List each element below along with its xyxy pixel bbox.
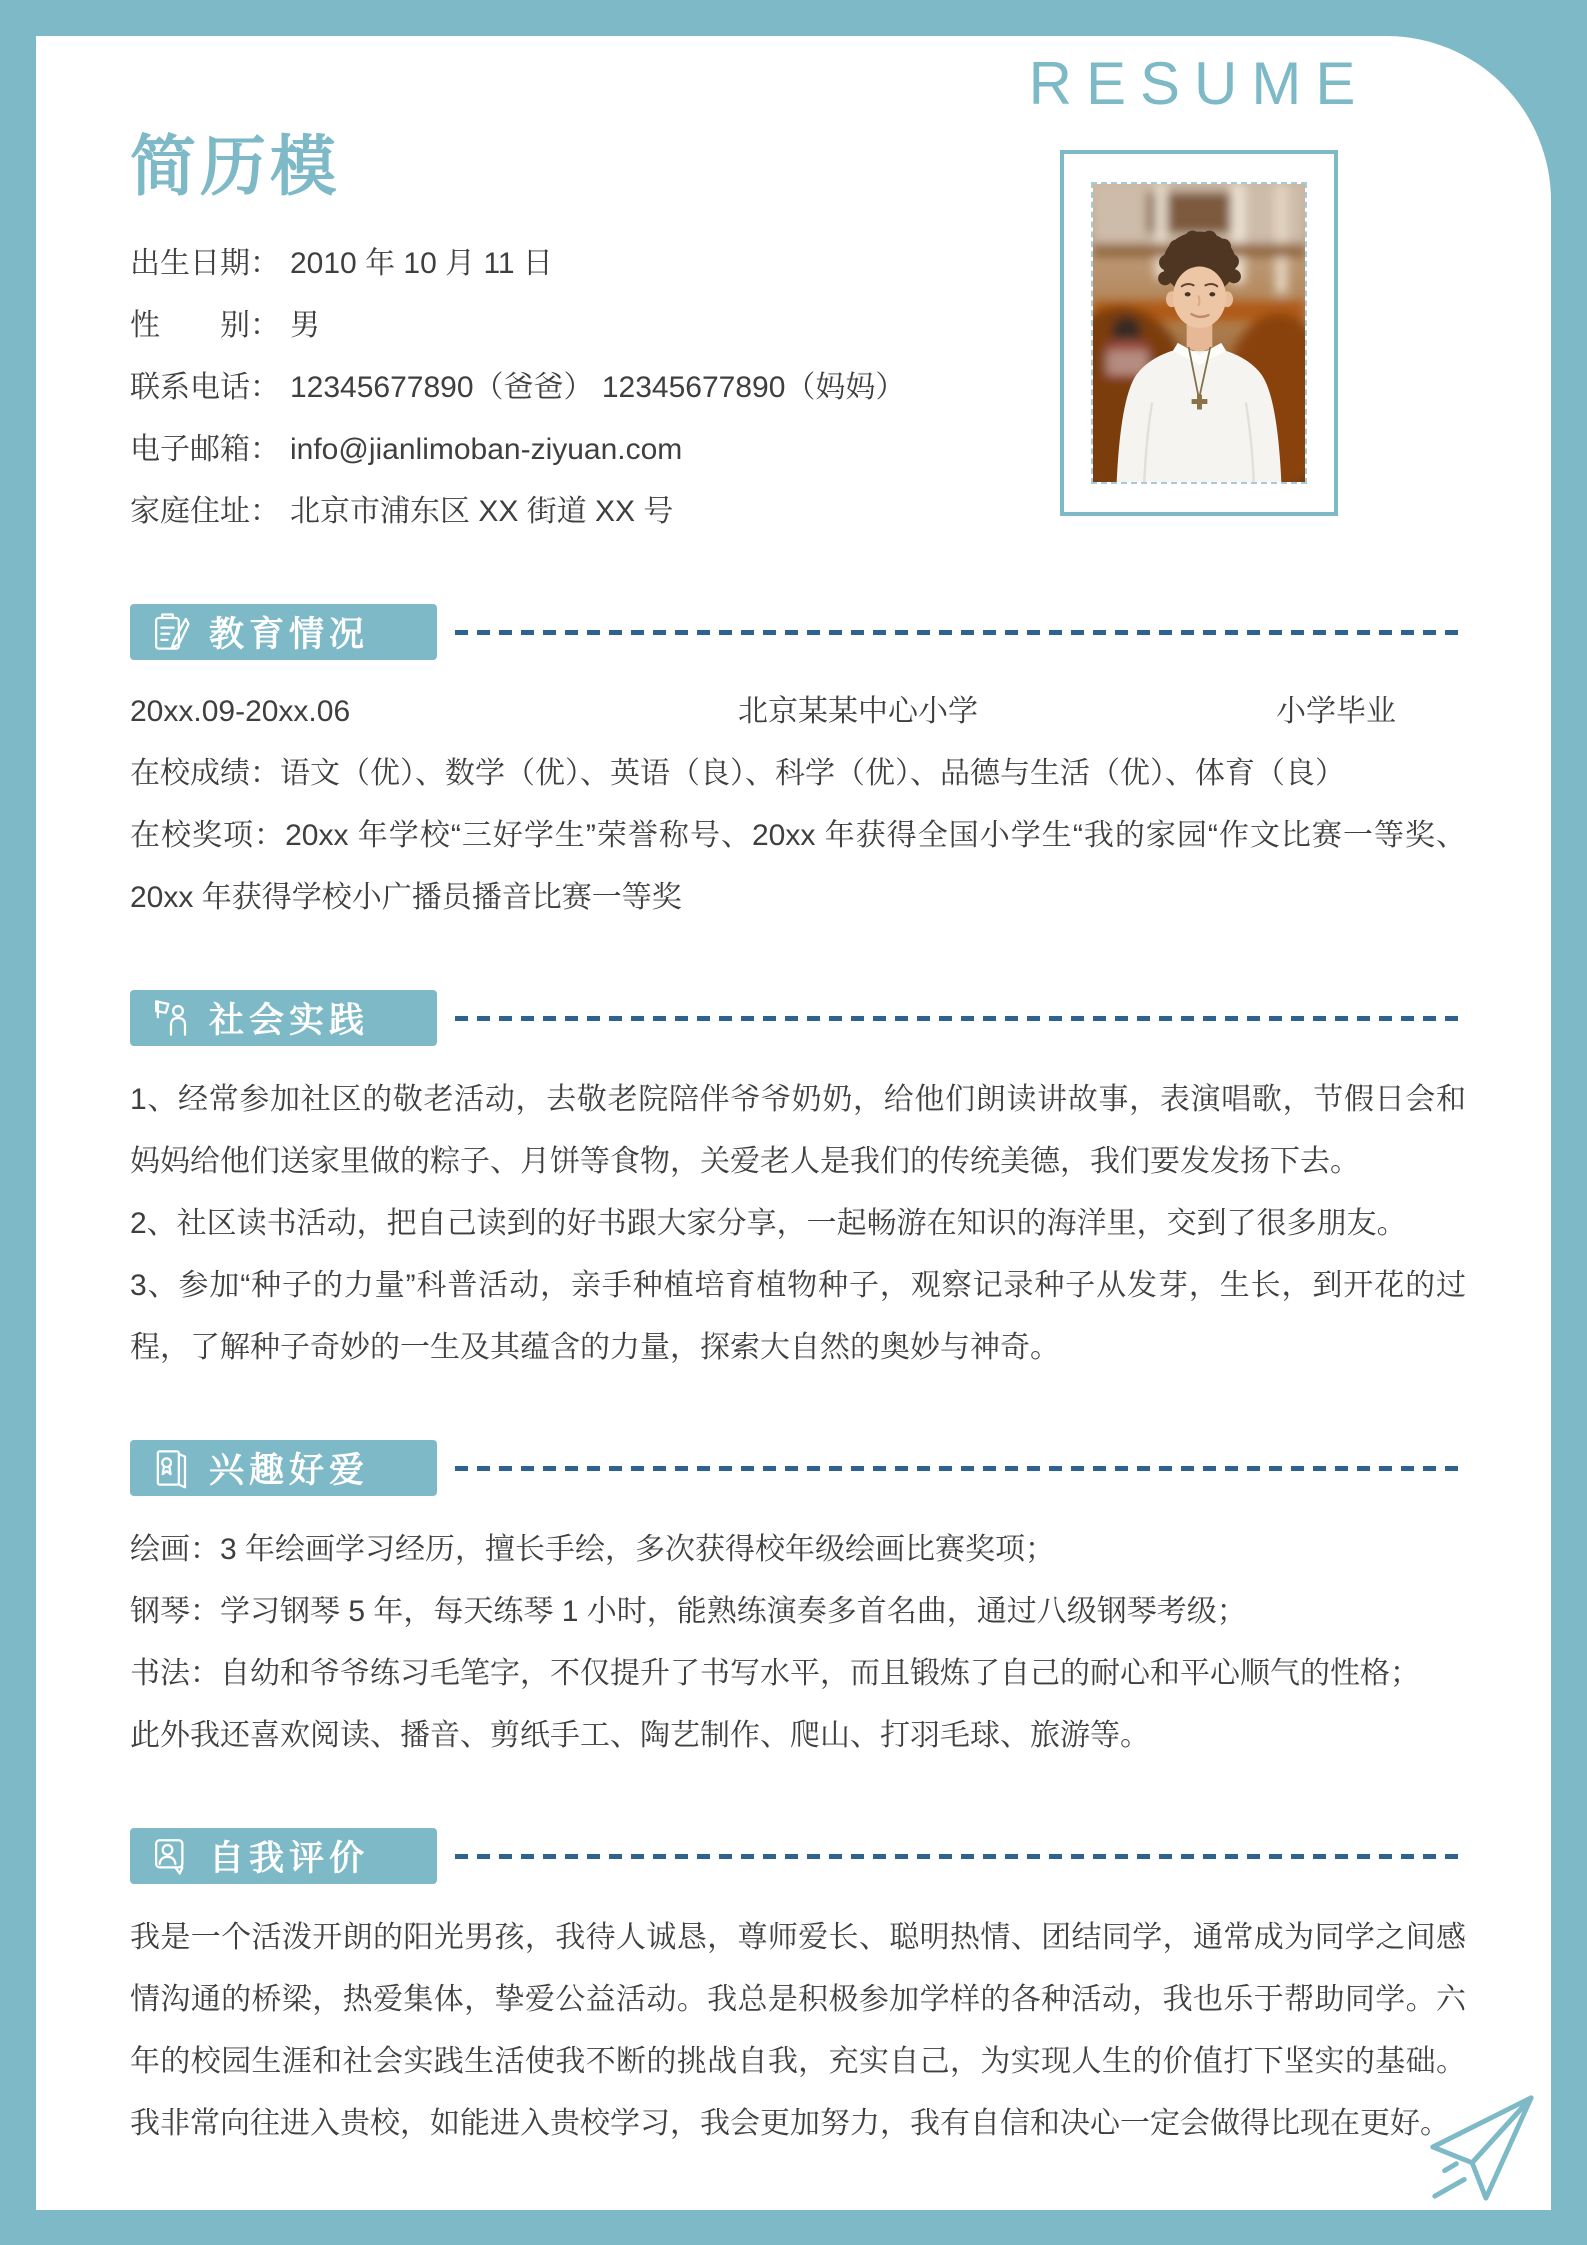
dashed-divider bbox=[455, 1466, 1466, 1471]
education-school: 北京某某中心小学 bbox=[738, 695, 978, 728]
info-label: 联系电话： bbox=[130, 371, 280, 404]
section-header-self-evaluation bbox=[130, 1828, 1466, 1884]
info-label: 家庭住址： bbox=[130, 495, 280, 528]
education-period: 20xx.09-20xx.06 bbox=[130, 695, 351, 728]
section-bar bbox=[130, 604, 437, 660]
hobby-item: 此外我还喜欢阅读、播音、剪纸手工、陶艺制作、爬山、打羽毛球、旅游等。 bbox=[130, 1719, 1150, 1752]
section-bar bbox=[130, 1440, 437, 1496]
education-awards: 在校奖项：20xx 年学校“三好学生”荣誉称号、20xx 年获得全国小学生“我的家园“作文比赛一等奖、20xx 年获得学校小广播员播音比赛一等奖 bbox=[130, 819, 1466, 914]
education-row bbox=[130, 681, 1466, 743]
education-grades: 在校成绩：语文（优）、数学（优）、英语（良）、科学（优）、品德与生活（优）、体育（良） bbox=[130, 757, 1345, 790]
info-value: info@jianlimoban-ziyuan.com bbox=[290, 433, 683, 466]
info-value: 2010 年 10 月 11 日 bbox=[290, 247, 553, 280]
resume-content bbox=[36, 124, 1551, 2155]
info-row-email bbox=[130, 419, 1030, 481]
practice-item: 2、社区读书活动，把自己读到的好书跟大家分享，一起畅游在知识的海洋里，交到了很多朋友。 bbox=[130, 1207, 1407, 1240]
page-title: 简历模 bbox=[130, 129, 340, 203]
section-header-practice bbox=[130, 990, 1466, 1046]
hobby-list bbox=[130, 1519, 1466, 1767]
section-title: 社会实践 bbox=[209, 1001, 370, 1040]
personal-info-list bbox=[130, 233, 1030, 543]
section-bar bbox=[130, 1828, 437, 1884]
resume-page bbox=[36, 36, 1551, 2210]
hobby-item: 绘画：3 年绘画学习经历，擅长手绘，多次获得校年级绘画比赛奖项； bbox=[130, 1533, 1056, 1566]
practice-item: 1、经常参加社区的敬老活动，去敬老院陪伴爷爷奶奶，给他们朗读讲故事，表演唱歌，节假日会和妈妈给他们送家里做的粽子、月饼等食物，关爱老人是我们的传统美德，我们要发发扬下去。 bbox=[130, 1083, 1466, 1178]
book-medal-icon bbox=[150, 1447, 192, 1489]
practice-item: 3、参加“种子的力量”科普活动，亲手种植培育植物种子，观察记录种子从发芽，生长，到开花的过程，了解种子奇妙的一生及其蕴含的力量，探索大自然的奥妙与神奇。 bbox=[130, 1269, 1466, 1364]
education-degree: 小学毕业 bbox=[1276, 695, 1396, 728]
section-header-hobbies bbox=[130, 1440, 1466, 1496]
paper-plane-icon bbox=[1421, 2088, 1539, 2206]
info-label: 性 别： bbox=[130, 309, 280, 342]
info-row-address bbox=[130, 481, 1030, 543]
info-value: 男 bbox=[290, 309, 320, 342]
resume-wordmark: RESUME bbox=[1028, 50, 1370, 117]
dashed-divider bbox=[455, 1854, 1466, 1859]
section-title: 兴趣好爱 bbox=[209, 1451, 370, 1490]
practice-list bbox=[130, 1069, 1466, 1379]
person-chat-icon bbox=[150, 1835, 192, 1877]
hobby-item: 书法：自幼和爷爷练习毛笔字，不仅提升了书写水平，而且锻炼了自己的耐心和平心顺气的性格； bbox=[130, 1657, 1420, 1690]
info-label: 电子邮箱： bbox=[130, 433, 280, 466]
dashed-divider bbox=[455, 1016, 1466, 1021]
info-row-phone bbox=[130, 357, 1030, 419]
dashed-divider bbox=[455, 630, 1466, 635]
badge-person-icon bbox=[150, 997, 192, 1039]
info-row-birthdate bbox=[130, 233, 1030, 295]
info-row-gender bbox=[130, 295, 1030, 357]
section-bar bbox=[130, 990, 437, 1046]
clipboard-pen-icon bbox=[150, 611, 192, 653]
info-value: 12345677890（爸爸） 12345677890（妈妈） bbox=[290, 371, 906, 404]
section-header-education bbox=[130, 604, 1466, 660]
section-title: 教育情况 bbox=[209, 615, 370, 654]
info-value: 北京市浦东区 XX 街道 XX 号 bbox=[290, 495, 674, 528]
info-label: 出生日期： bbox=[130, 247, 280, 280]
section-title: 自我评价 bbox=[209, 1839, 370, 1878]
self-evaluation-text: 我是一个活泼开朗的阳光男孩，我待人诚恳，尊师爱长、聪明热情、团结同学，通常成为同学之间感情沟通的桥梁，热爱集体，挚爱公益活动。我总是积极参加学样的各种活动，我也乐于帮助同学。六年的校园生涯和社会实践生活使我不断的挑战自我，充实自己，为实现人生的价值打下坚实的基础。我非常向往进入贵校，如能进入贵校学习，我会更加努力，我有自信和决心一定会做得比现在更好。 bbox=[130, 1921, 1466, 2140]
hobby-item: 钢琴：学习钢琴 5 年，每天练琴 1 小时，能熟练演奏多首名曲，通过八级钢琴考级； bbox=[130, 1595, 1247, 1628]
self-evaluation-block bbox=[130, 1907, 1466, 2155]
